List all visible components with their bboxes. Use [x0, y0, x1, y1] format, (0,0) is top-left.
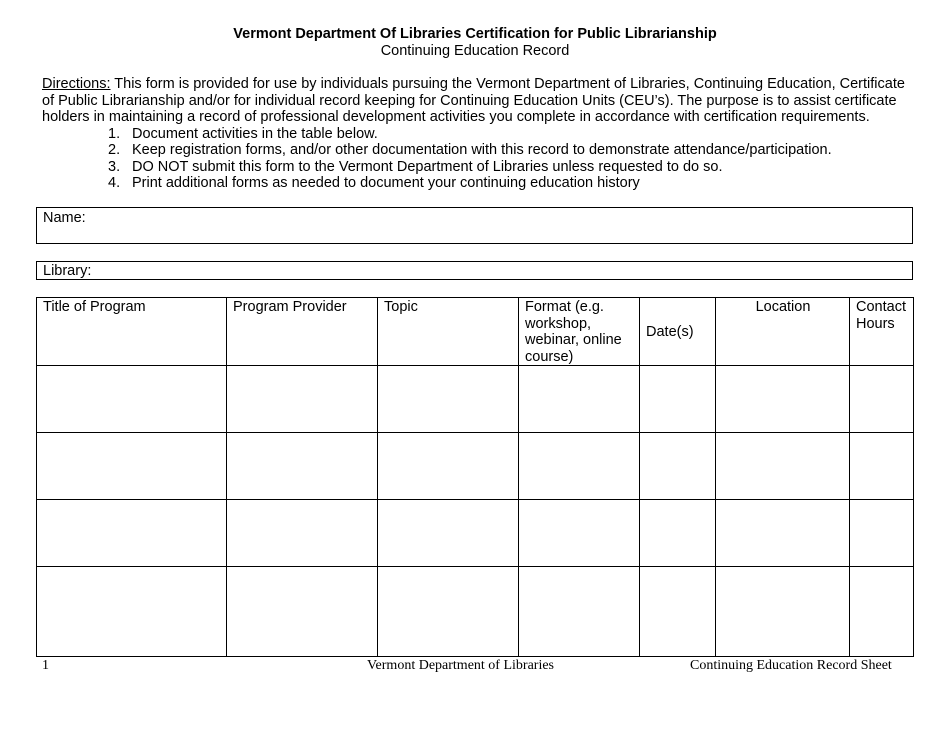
library-field[interactable]	[36, 261, 913, 280]
table-cell[interactable]	[37, 433, 227, 500]
name-field[interactable]	[36, 207, 913, 244]
table-cell[interactable]	[640, 366, 716, 433]
table-cell[interactable]	[716, 567, 850, 657]
header-location: Location	[716, 298, 850, 366]
table-cell[interactable]	[378, 433, 519, 500]
table-cell[interactable]	[850, 433, 914, 500]
name-label: Name:	[43, 210, 86, 226]
directions-section	[42, 76, 917, 192]
step-number: 4.	[108, 175, 121, 191]
table-header-row	[37, 298, 914, 366]
header-topic: Topic	[378, 298, 519, 366]
footer-organization: Vermont Department of Libraries	[367, 658, 554, 673]
table-cell[interactable]	[378, 567, 519, 657]
table-row	[37, 567, 914, 657]
step-number: 2.	[108, 142, 121, 158]
table-cell[interactable]	[519, 567, 640, 657]
header-contact-hours: Contact Hours	[850, 298, 914, 366]
table-cell[interactable]	[37, 366, 227, 433]
directions-step	[108, 175, 917, 192]
directions-label: Directions:	[42, 76, 111, 92]
directions-text: This form is provided for use by individuals pursuing the Vermont Department of Libraries, Continuing Education, Certificate of Public Librarianship and/or for individual record keeping for Continuing Education Units (CEU’s). The purpose is to assist certificate holders in maintaining a record of professional development activities you complete in accordance with certification requirements.	[42, 76, 905, 125]
table-cell[interactable]	[519, 500, 640, 567]
table-cell[interactable]	[850, 366, 914, 433]
table-cell[interactable]	[378, 500, 519, 567]
header-program-provider: Program Provider	[227, 298, 378, 366]
header-dates: Date(s)	[640, 298, 716, 366]
directions-paragraph	[42, 76, 917, 126]
table-cell[interactable]	[716, 433, 850, 500]
table-cell[interactable]	[640, 433, 716, 500]
directions-step	[108, 126, 917, 143]
table-row	[37, 366, 914, 433]
table-cell[interactable]	[640, 567, 716, 657]
step-text: Keep registration forms, and/or other documentation with this record to demonstrate attendance/participation.	[132, 142, 832, 158]
form-subtitle: Continuing Education Record	[380, 43, 570, 59]
step-text: Print additional forms as needed to document your continuing education history	[132, 175, 640, 191]
header-title-of-program: Title of Program	[37, 298, 227, 366]
step-text: Document activities in the table below.	[132, 125, 378, 142]
table-cell[interactable]	[716, 366, 850, 433]
table-row	[37, 433, 914, 500]
table-cell[interactable]	[716, 500, 850, 567]
form-title: Vermont Department Of Libraries Certification for Public Librarianship	[233, 26, 717, 42]
directions-step	[108, 142, 917, 159]
table-cell[interactable]	[850, 567, 914, 657]
directions-steps	[42, 126, 917, 192]
table-row	[37, 500, 914, 567]
step-number: 1.	[108, 125, 121, 142]
table-cell[interactable]	[519, 433, 640, 500]
step-number: 3.	[108, 158, 121, 175]
table-cell[interactable]	[850, 500, 914, 567]
header-format: Format (e.g. workshop, webinar, online course)	[519, 298, 640, 366]
table-cell[interactable]	[640, 500, 716, 567]
library-label: Library:	[43, 263, 92, 279]
table-cell[interactable]	[227, 366, 378, 433]
step-text: DO NOT submit this form to the Vermont Department of Libraries unless requested to do so.	[132, 158, 723, 175]
table-cell[interactable]	[37, 567, 227, 657]
table-cell[interactable]	[37, 500, 227, 567]
table-cell[interactable]	[378, 366, 519, 433]
table-cell[interactable]	[227, 500, 378, 567]
footer-sheet-title: Continuing Education Record Sheet	[690, 658, 892, 673]
table-cell[interactable]	[519, 366, 640, 433]
continuing-education-table	[36, 297, 914, 657]
table-cell[interactable]	[227, 433, 378, 500]
directions-step	[108, 159, 917, 176]
footer-page-number: 1	[42, 658, 49, 673]
table-cell[interactable]	[227, 567, 378, 657]
